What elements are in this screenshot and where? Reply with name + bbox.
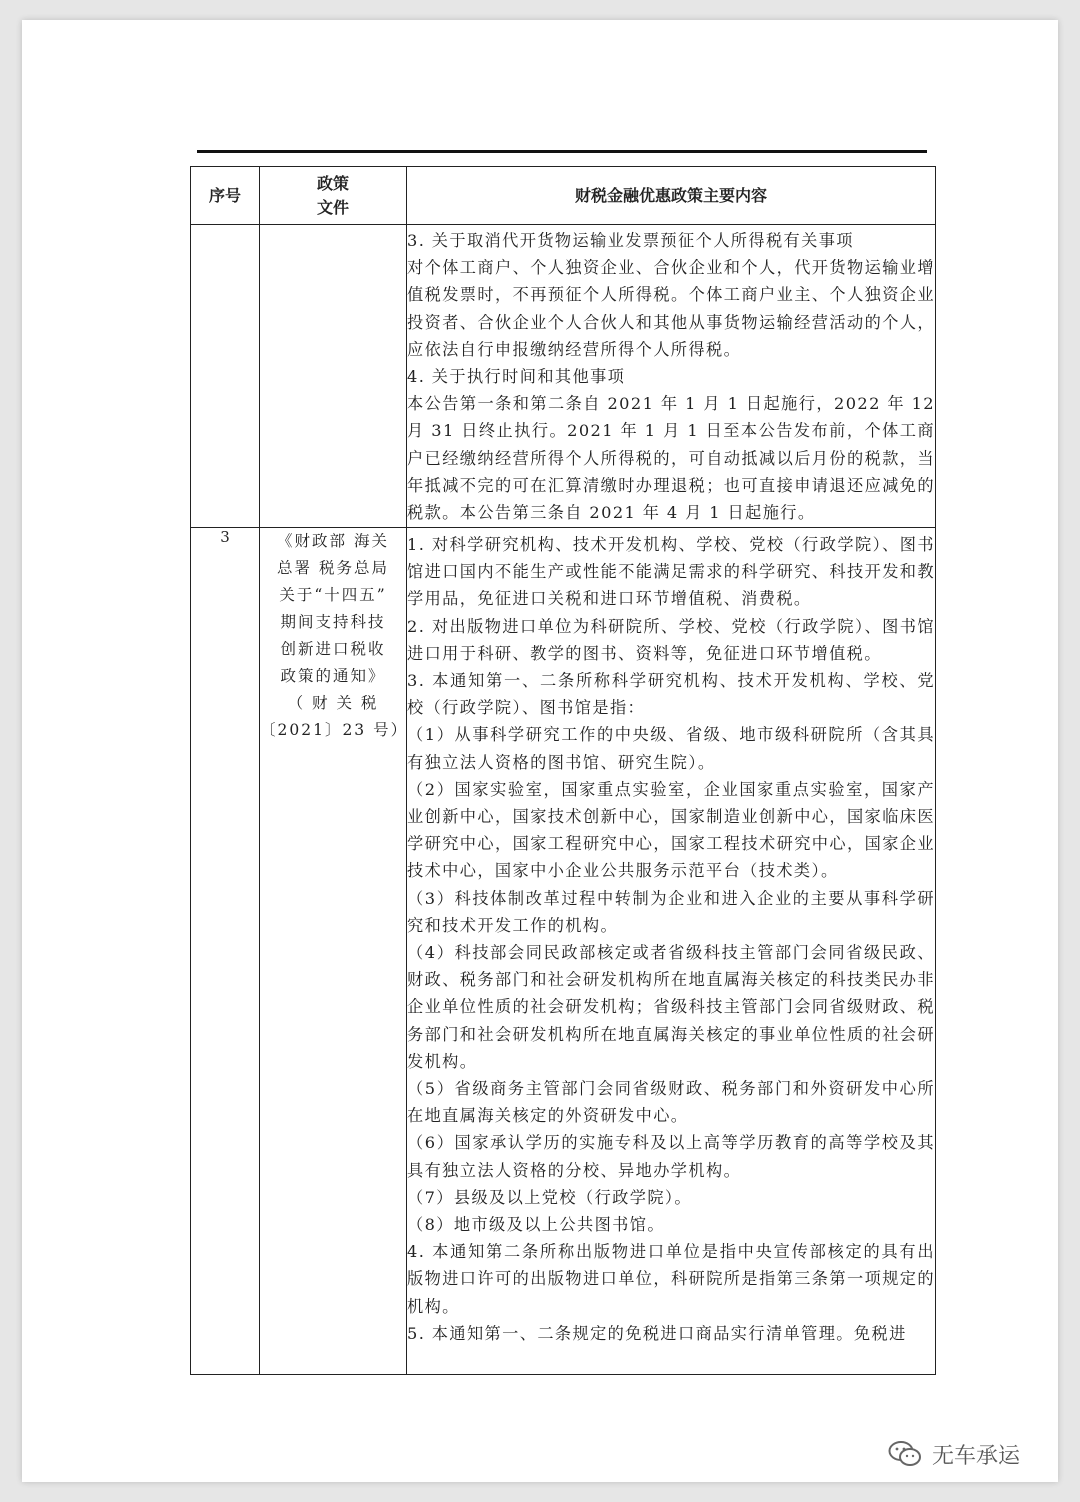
policy-document-line: 〔2021〕23 号） bbox=[260, 721, 409, 739]
policy-document-line: 政策的通知》 bbox=[280, 667, 386, 685]
content-paragraph: （7）县级及以上党校（行政学院）。 bbox=[407, 1187, 692, 1207]
watermark bbox=[888, 1438, 1020, 1470]
policy-document-cell bbox=[260, 528, 407, 1375]
policy-document-line: 期间支持科技 bbox=[280, 613, 386, 631]
policy-table bbox=[190, 166, 936, 1375]
watermark-text: 无车承运 bbox=[932, 1443, 1021, 1469]
document-page bbox=[22, 20, 1058, 1482]
header-policy-document-line2: 文件 bbox=[316, 197, 349, 217]
serial-number-cell: 3 bbox=[191, 528, 260, 1375]
header-serial-number: 序号 bbox=[191, 167, 260, 225]
content-paragraph: （4）科技部会同民政部核定或者省级科技主管部门会同省级民政、财政、税务部门和社会研发机构所在地直属海关核定的科技类民办非企业单位性质的社会研发机构；省级科技主管部门会同省级财政、税务部门和社会研发机构所在地直属海关核定的事业单位性质的社会研发机构。 bbox=[407, 943, 935, 1071]
policy-document-line: 《财政部 海关 bbox=[277, 532, 389, 550]
content-paragraph: （2）国家实验室，国家重点实验室，企业国家重点实验室，国家产业创新中心，国家技术创新中心，国家制造业创新中心，国家临床医学研究中心，国家工程研究中心，国家工程技术研究中心，国家企业技术中心，国家中小企业公共服务示范平台（技术类）。 bbox=[407, 779, 935, 881]
policy-content-cell bbox=[407, 528, 936, 1375]
header-policy-document-line1: 政策 bbox=[316, 173, 349, 193]
policy-document-cell bbox=[260, 225, 407, 528]
top-rule bbox=[197, 150, 927, 153]
content-paragraph: 4. 本通知第二条所称出版物进口单位是指中央宣传部核定的具有出版物进口许可的出版物进口单位，科研院所是指第三条第一项规定的机构。 bbox=[407, 1242, 935, 1316]
policy-document-line: 总署 税务总局 bbox=[277, 559, 389, 577]
header-policy-document bbox=[260, 167, 407, 225]
content-paragraph: （1）从事科学研究工作的中央级、省级、地市级科研院所（含其具有独立法人资格的图书馆、研究生院）。 bbox=[407, 725, 935, 772]
table-header-row bbox=[191, 167, 936, 225]
content-paragraph: （8）地市级及以上公共图书馆。 bbox=[407, 1215, 665, 1235]
content-paragraph: 3. 本通知第一、二条所称科学研究机构、技术开发机构、学校、党校（行政学院）、图书馆是指： bbox=[407, 671, 935, 718]
content-paragraph: 5. 本通知第一、二条规定的免税进口商品实行清单管理。免税进 bbox=[407, 1323, 907, 1343]
header-policy-content: 财税金融优惠政策主要内容 bbox=[407, 167, 936, 225]
table-row-3 bbox=[191, 528, 936, 1375]
content-paragraph: 4. 关于执行时间和其他事项 bbox=[407, 367, 626, 387]
serial-number-cell bbox=[191, 225, 260, 528]
content-paragraph: 1. 对科学研究机构、技术开发机构、学校、党校（行政学院）、图书馆进口国内不能生产或性能不能满足需求的科学研究、科技开发和教学用品，免征进口关税和进口环节增值税、消费税。 bbox=[407, 535, 935, 609]
content-paragraph: （3）科技体制改革过程中转制为企业和进入企业的主要从事科学研究和技术开发工作的机构。 bbox=[407, 888, 935, 935]
content-paragraph: 2. 对出版物进口单位为科研院所、学校、党校（行政学院）、图书馆进口用于科研、教学的图书、资料等，免征进口环节增值税。 bbox=[407, 616, 935, 663]
policy-document-line: 关于“十四五” bbox=[279, 586, 387, 604]
content-paragraph: 本公告第一条和第二条自 2021 年 1 月 1 日起施行，2022 年 12 月 31 日终止执行。2021 年 1 月 1 日至本公告发布前，个体工商户已经缴纳经营所得个人所得税的，可自动抵减以后月份的税款，当年抵减不完的可在汇算清缴时办理退税；也可直接申请退还应减免的税款。本公告第三条自 2021 年 4 月 1 日起施行。 bbox=[407, 394, 935, 523]
table-row-continued bbox=[191, 225, 936, 528]
policy-document-line: 创新进口税收 bbox=[280, 640, 386, 658]
content-paragraph: 对个体工商户、个人独资企业、合伙企业和个人，代开货物运输业增值税发票时，不再预征个人所得税。个体工商户业主、个人独资企业投资者、合伙企业个人合伙人和其他从事货物运输经营活动的个人，应依法自行申报缴纳经营所得个人所得税。 bbox=[407, 258, 935, 359]
content-paragraph: 3. 关于取消代开货物运输业发票预征个人所得税有关事项 bbox=[407, 231, 854, 250]
content-paragraph: （6）国家承认学历的实施专科及以上高等学历教育的高等学校及其具有独立法人资格的分校、异地办学机构。 bbox=[407, 1133, 935, 1180]
wechat-icon bbox=[888, 1440, 922, 1468]
content-paragraph: （5）省级商务主管部门会同省级财政、税务部门和外资研发中心所在地直属海关核定的外资研发中心。 bbox=[407, 1079, 935, 1126]
policy-content-cell bbox=[407, 225, 936, 528]
policy-document-line: （ 财 关 税 bbox=[287, 694, 379, 712]
